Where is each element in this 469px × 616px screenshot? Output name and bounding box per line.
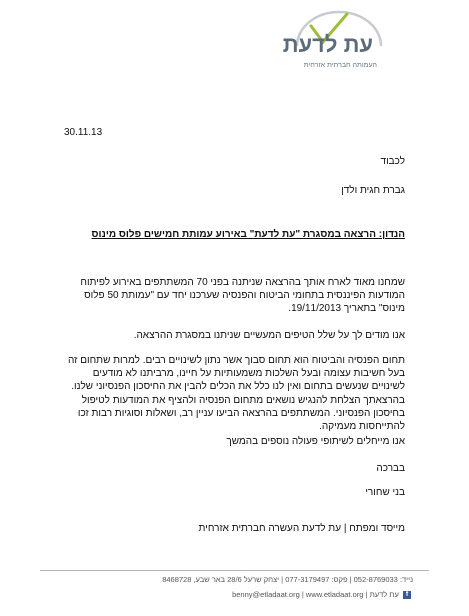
recipient-name: גברת חגית ולדן — [341, 185, 405, 196]
logo-name: עת לדעת — [282, 32, 373, 57]
website-link[interactable]: www.etladaat.org — [305, 590, 364, 599]
letter-date: 30.11.13 — [64, 127, 103, 138]
body-paragraph-3: תחום הפנסיה והביטוח הוא תחום סבוך אשר נתון לשינויים רבים. למרות שתחום זה בעל חשיבות עצומה ובעל השלכות משמעותיות על חיינו, מרביתנו לא מודעים לשינויים שנעשים בתחום ואין לנו כלל את הכלים להבין את החיסכון הפנסיוני שלנו. — [68, 355, 405, 392]
signer-name: בני שחורי — [365, 487, 405, 498]
signer-role: מייסד ומפתח | עת לדעת העשרה חברתית אזרחית — [198, 523, 405, 534]
footer-separator-1: | — [363, 590, 368, 599]
email-link[interactable]: benny@etladaat.org — [232, 590, 300, 599]
body-paragraph-2: אנו מודים לך על שלל הטיפים המעשיים שניתנו במסגרת ההרצאה. — [133, 330, 405, 341]
logo-tagline: העמותה חברתית אזרחית — [303, 62, 377, 69]
organization-logo — [282, 6, 389, 78]
footer-links — [40, 590, 413, 599]
facebook-link[interactable]: עת לדעת — [369, 590, 399, 599]
body-paragraph-1: שמחנו מאוד לארח אותך בהרצאה שניתנה בפני 70 המשתתפים באירוע לפיתוח המודעות הפיננסית בתחומי הביטוח והפנסיה שערכנו יחד עם "עמותת 50 פלוס מינוס" בתאריך 19/11/2013. — [80, 277, 405, 314]
closing: בברכה — [376, 463, 405, 474]
facebook-icon[interactable]: f — [403, 591, 411, 599]
footer-divider — [40, 570, 429, 571]
footer-separator-2: | — [301, 590, 306, 599]
body-paragraph-4: בהרצאתך הצלחת להנגיש נושאים מתחום הפנסיה ולהציף את המודעות לטיפול בחיסכון הפנסיוני. המשתתפים בהרצאה הביעו עניין רב, ושאלות וסוגיות רבות זכו להתייחסות מעמיקה. — [77, 395, 405, 432]
body-paragraph-5: אנו מייחלים לשיתופי פעולה נוספים בהמשך — [226, 436, 405, 447]
salutation: לכבוד — [380, 156, 405, 167]
letter-subject: הנדון: הרצאה במסגרת "עת לדעת" באירוע עמותת חמישים פלוס מינוס — [91, 229, 405, 240]
footer-contact: נייד: 052-8769033 | פקס: 077-3179497 | יצחק שרעל 28/6 באר שבע, 8468728 — [162, 575, 413, 584]
